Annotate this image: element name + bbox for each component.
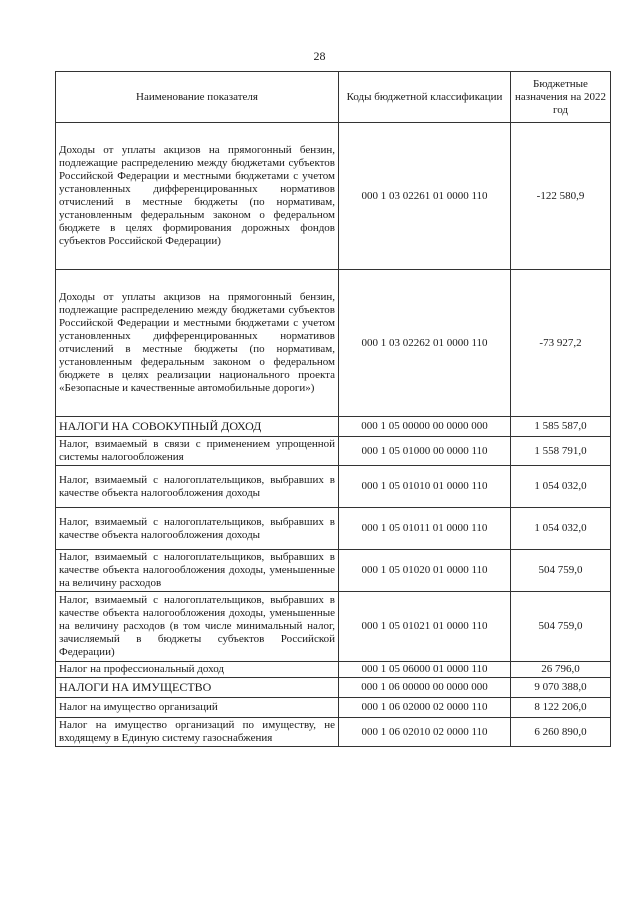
table-row (56, 508, 611, 550)
row-name: НАЛОГИ НА СОВОКУПНЫЙ ДОХОД (56, 417, 339, 437)
table-row (56, 550, 611, 592)
row-code: 000 1 03 02261 01 0000 110 (339, 123, 511, 270)
row-amount: 6 260 890,0 (511, 718, 611, 747)
row-name: Налог, взимаемый с налогоплательщиков, выбравших в качестве объекта налогообложения доходы (56, 466, 339, 508)
row-code: 000 1 05 01010 01 0000 110 (339, 466, 511, 508)
table-row (56, 592, 611, 662)
table-row (56, 270, 611, 417)
row-code: 000 1 05 01000 00 0000 110 (339, 437, 511, 466)
row-amount: 8 122 206,0 (511, 698, 611, 718)
budget-table (55, 71, 611, 747)
row-amount: -73 927,2 (511, 270, 611, 417)
row-code: 000 1 06 02010 02 0000 110 (339, 718, 511, 747)
row-code: 000 1 06 02000 02 0000 110 (339, 698, 511, 718)
table-row (56, 466, 611, 508)
table-row (56, 718, 611, 747)
row-amount: 1 585 587,0 (511, 417, 611, 437)
row-amount: 9 070 388,0 (511, 678, 611, 698)
row-name: Доходы от уплаты акцизов на прямогонный бензин, подлежащие распределению между бюджетами субъектов Российской Федерации и местными бюджетами с учетом установленных дифференцированных нормативов отчислений в местные бюджеты (по нормативам, установленным федеральным законом о федеральном бюджете в целях формирования дорожных фондов субъектов Российской Федерации) (56, 123, 339, 270)
row-code: 000 1 05 01020 01 0000 110 (339, 550, 511, 592)
row-amount: 26 796,0 (511, 662, 611, 678)
row-code: 000 1 05 01021 01 0000 110 (339, 592, 511, 662)
row-amount: -122 580,9 (511, 123, 611, 270)
row-amount: 1 054 032,0 (511, 508, 611, 550)
table-row (56, 123, 611, 270)
row-name: Налог, взимаемый с налогоплательщиков, выбравших в качестве объекта налогообложения доходы, уменьшенные на величину расходов (56, 550, 339, 592)
row-name: Налог на профессиональный доход (56, 662, 339, 678)
row-name: Налог, взимаемый с налогоплательщиков, выбравших в качестве объекта налогообложения доходы, уменьшенные на величину расходов (в том числе минимальный налог, зачисляемый в бюджеты субъектов Российской Федерации) (56, 592, 339, 662)
row-amount: 504 759,0 (511, 592, 611, 662)
table-row (56, 417, 611, 437)
row-name: Налог, взимаемый в связи с применением упрощенной системы налогообложения (56, 437, 339, 466)
row-name: Налог, взимаемый с налогоплательщиков, выбравших в качестве объекта налогообложения доходы (56, 508, 339, 550)
row-name: Налог на имущество организаций (56, 698, 339, 718)
header-name: Наименование показателя (56, 72, 339, 123)
row-name: НАЛОГИ НА ИМУЩЕСТВО (56, 678, 339, 698)
table-row (56, 662, 611, 678)
table-row (56, 678, 611, 698)
row-amount: 1 054 032,0 (511, 466, 611, 508)
table-row (56, 437, 611, 466)
row-code: 000 1 03 02262 01 0000 110 (339, 270, 511, 417)
row-code: 000 1 05 01011 01 0000 110 (339, 508, 511, 550)
row-code: 000 1 05 00000 00 0000 000 (339, 417, 511, 437)
row-name: Доходы от уплаты акцизов на прямогонный бензин, подлежащие распределению между бюджетами субъектов Российской Федерации и местными бюджетами с учетом установленных дифференцированных нормативов отчислений в местные бюджеты (по нормативам, установленным федеральным законом о федеральном бюджете в целях реализации национального проекта «Безопасные и качественные автомобильные дороги») (56, 270, 339, 417)
row-code: 000 1 06 00000 00 0000 000 (339, 678, 511, 698)
row-code: 000 1 05 06000 01 0000 110 (339, 662, 511, 678)
row-amount: 1 558 791,0 (511, 437, 611, 466)
table-header-row (56, 72, 611, 123)
page-number: 28 (313, 49, 326, 63)
row-name: Налог на имущество организаций по имуществу, не входящему в Единую систему газоснабжения (56, 718, 339, 747)
table-row (56, 698, 611, 718)
header-amount: Бюджетные назначения на 2022 год (511, 72, 611, 123)
row-amount: 504 759,0 (511, 550, 611, 592)
header-code: Коды бюджетной классификации (339, 72, 511, 123)
